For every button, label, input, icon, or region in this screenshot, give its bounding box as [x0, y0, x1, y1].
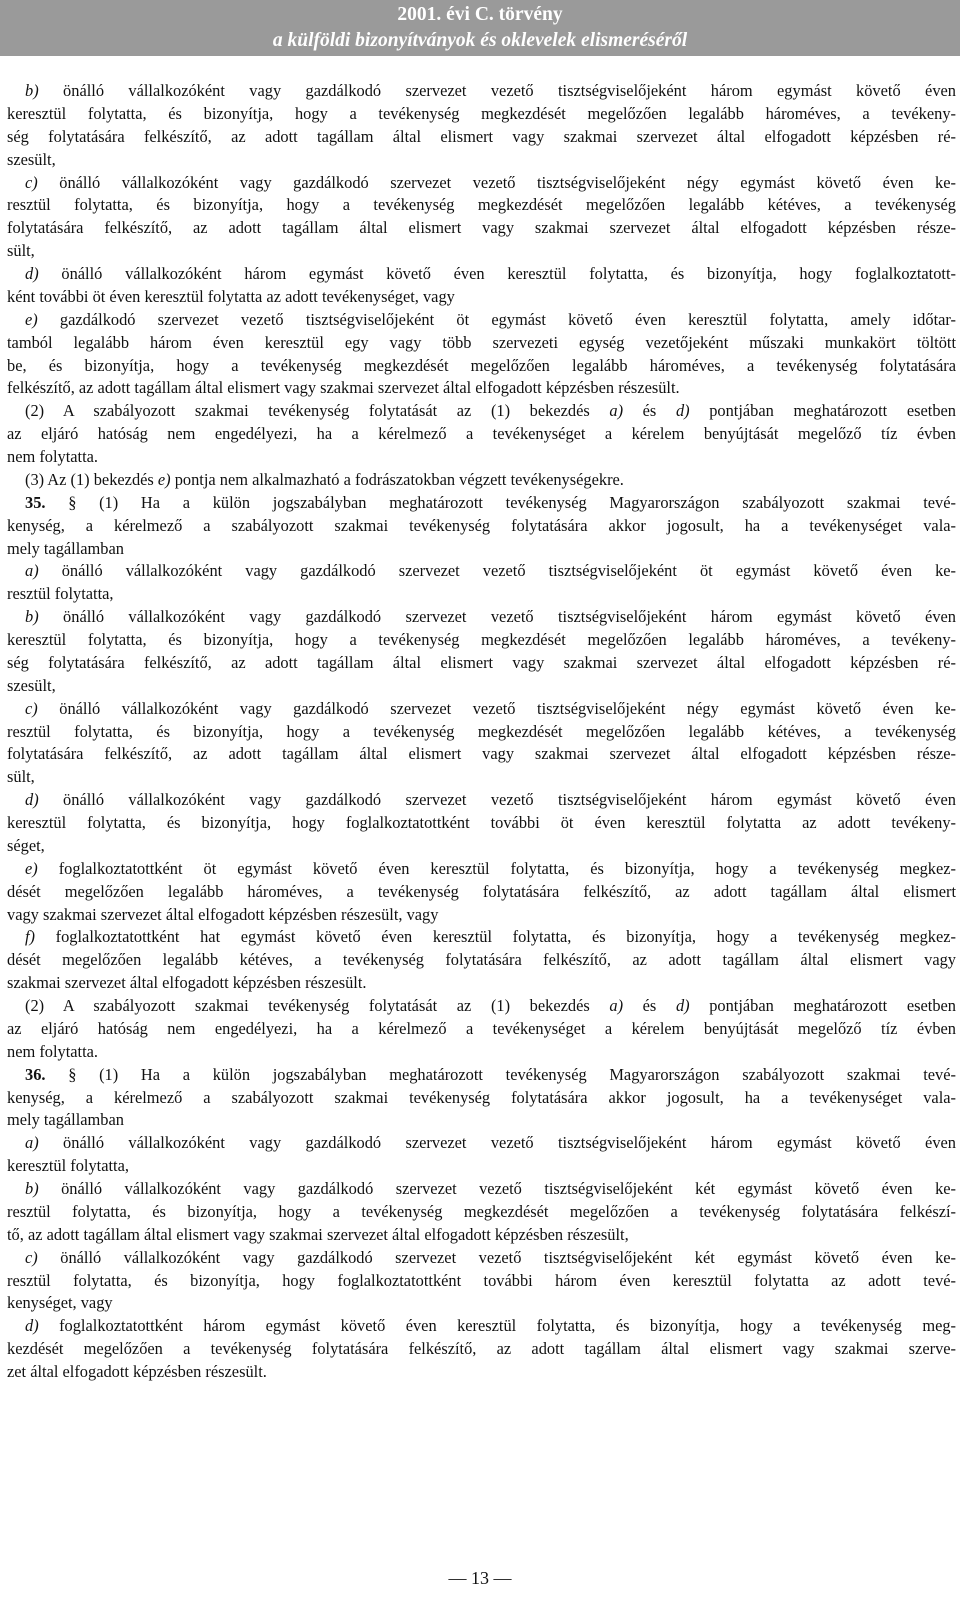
text-run: (3) Az (1) bekezdés — [25, 469, 158, 489]
text-run: pontja nem alkalmazható a fodrászatokban végzett tevékenységekre. — [170, 469, 624, 489]
text-line — [0, 286, 960, 309]
point-label: d) — [25, 790, 39, 810]
text-line — [0, 972, 960, 995]
text-line — [0, 1018, 960, 1041]
text-line — [0, 743, 960, 766]
text-line — [0, 1132, 960, 1155]
text-run: keresztül folytatta, és bizonyítja, hogy a tevékenység megkezdését megelőzően legalább hároméves, a tevékeny- — [7, 630, 956, 649]
text-line — [0, 995, 960, 1018]
text-run: folytatására felkészítő, az adott tagállam által elismert vagy szakmai szervezet által elfogadott képzésben része- — [7, 744, 956, 764]
section-number: 35. — [25, 492, 46, 512]
text-line — [0, 400, 960, 423]
text-line — [0, 538, 960, 561]
text-line — [0, 377, 960, 400]
text-run: (2) A szabályozott szakmai tevékenység folytatását az (1) bekezdés — [25, 401, 610, 421]
text-run: keresztül folytatta, és bizonyítja, hogy a tevékenység megkezdését megelőzően legalább hároméves, a tevékeny- — [7, 103, 956, 123]
text-line — [0, 1064, 960, 1087]
point-label: a) — [609, 996, 624, 1015]
text-line — [0, 949, 960, 972]
text-run: tő, az adott tagállam által elismert vagy szakmai szervezet által elfogadott képzésben részesült, — [7, 1224, 629, 1244]
text-run: önálló vállalkozóként vagy gazdálkodó szervezet vezető tisztségviselőjeként három egymást követő éven — [38, 1133, 956, 1153]
text-line — [0, 217, 960, 240]
text-run: séget, — [7, 835, 45, 855]
text-line — [0, 263, 960, 286]
section-number: 36. — [25, 1064, 46, 1084]
text-run: tamból legalább három éven keresztül egy vagy több szervezeti egység vezetőjeként műszaki munkakört töltött — [7, 332, 956, 352]
text-line — [0, 1109, 960, 1132]
text-run: kenység, a kérelmező a szabályozott szakmai tevékenység folytatására akkor jogosult, ha a tevékenységet vala- — [7, 515, 956, 535]
point-label: a) — [609, 401, 624, 421]
text-run: folytatására felkészítő, az adott tagállam által elismert vagy szakmai szervezet által elfogadott képzésben része- — [7, 218, 956, 238]
text-line — [0, 926, 960, 949]
text-line — [0, 492, 960, 515]
text-line — [0, 904, 960, 927]
text-run: § (1) Ha a külön jogszabályban meghatározott tevékenység Magyarországon szabályozott szakmai tevé- — [45, 492, 956, 512]
text-line — [0, 1041, 960, 1064]
text-run: zet által elfogadott képzésben részesült. — [7, 1362, 267, 1381]
text-run: mely tagállamban — [7, 538, 124, 558]
text-run: szesült, — [7, 149, 56, 169]
text-line — [0, 332, 960, 355]
text-line — [0, 126, 960, 149]
text-run: önálló vállalkozóként vagy gazdálkodó szervezet vezető tisztségviselőjeként öt egymást követő éven ke- — [38, 561, 956, 581]
text-run: nem folytatta. — [7, 447, 99, 466]
text-run: ség folytatására felkészítő, az adott tagállam által elismert vagy szakmai szervezet által elfogadott képzésben ré- — [7, 126, 956, 146]
text-run: dését megelőzően legalább kétéves, a tevékenység folytatására felkészítő, az adott tagállam által elismert vagy — [7, 950, 956, 970]
text-run: önálló vállalkozóként három egymást követő éven keresztül folytatta, és bizonyítja, hogy foglalkoztatott- — [38, 264, 956, 283]
text-run: ség folytatására felkészítő, az adott tagállam által elismert vagy szakmai szervezet által elfogadott képzésben ré- — [7, 652, 956, 672]
text-run: resztül folytatta, és bizonyítja, hogy foglalkoztatottként további három éven keresztül folytatta az adott tevé- — [7, 1270, 956, 1290]
text-run: önálló vállalkozóként vagy gazdálkodó szervezet vezető tisztségviselőjeként három egymást követő éven — [38, 790, 956, 810]
text-line — [0, 812, 960, 835]
text-line — [0, 355, 960, 378]
text-line — [0, 240, 960, 263]
point-label: a) — [25, 1133, 39, 1153]
text-line — [0, 1224, 960, 1247]
text-line — [0, 835, 960, 858]
text-line — [0, 1178, 960, 1201]
text-run: § (1) Ha a külön jogszabályban meghatározott tevékenység Magyarországon szabályozott szakmai tevé- — [45, 1064, 956, 1084]
text-run: foglalkoztatottként hat egymást követő éven keresztül folytatta, és bizonyítja, hogy a tevékenység megkez- — [35, 927, 956, 947]
text-run: az eljáró hatóság nem engedélyezi, ha a kérelmező a tevékenységet a kérelem benyújtását megelőző tíz évben — [7, 424, 956, 444]
text-run: resztül folytatta, és bizonyítja, hogy a tevékenység megkezdését megelőzően a tevékenység folytatására felkészí- — [7, 1201, 956, 1221]
text-line — [0, 1087, 960, 1110]
law-title: 2001. évi C. törvény — [397, 4, 563, 25]
point-label: c) — [25, 698, 38, 718]
text-line — [0, 560, 960, 583]
text-run: szakmai szervezet által elfogadott képzésben részesült. — [7, 973, 367, 993]
text-run: resztül folytatta, — [7, 584, 114, 604]
text-run: ként további öt éven keresztül folytatta az adott tevékenységet, vagy — [7, 286, 455, 306]
text-line — [0, 1155, 960, 1178]
text-run: kezdését megelőzően a tevékenység folytatására felkészítő, az adott tagállam által elismert vagy szakmai szerve- — [7, 1339, 956, 1359]
point-label: e) — [157, 469, 171, 489]
point-label: b) — [25, 607, 39, 627]
text-run: önálló vállalkozóként vagy gazdálkodó szervezet vezető tisztségviselőjeként két egymást követő éven ke- — [37, 1247, 956, 1267]
law-body-text — [0, 80, 960, 1520]
law-subtitle: a külföldi bizonyítványok és oklevelek elismeréséről — [272, 30, 688, 51]
point-label: f) — [25, 927, 36, 947]
text-line — [0, 1361, 960, 1384]
text-line — [0, 766, 960, 789]
text-line — [0, 583, 960, 606]
text-line — [0, 172, 960, 195]
text-run: resztül folytatta, és bizonyítja, hogy a tevékenység megkezdését megelőzően legalább kétéves, a tevékenység — [7, 721, 956, 741]
text-run: kenységet, vagy — [7, 1293, 113, 1313]
text-line — [0, 789, 960, 812]
text-run: önálló vállalkozóként vagy gazdálkodó szervezet vezető tisztségviselőjeként három egymást követő éven — [38, 81, 956, 100]
text-run: foglalkoztatottként három egymást követő éven keresztül folytatta, és bizonyítja, hogy a tevékenység meg- — [38, 1316, 956, 1336]
point-label: e) — [25, 309, 38, 329]
text-line — [0, 446, 960, 469]
text-line — [0, 1247, 960, 1270]
point-label: c) — [25, 1247, 38, 1267]
text-line — [0, 149, 960, 172]
point-label: b) — [25, 1179, 39, 1198]
text-run: pontjában meghatározott esetben — [689, 401, 956, 421]
text-line — [0, 652, 960, 675]
text-line — [0, 881, 960, 904]
text-run: sült, — [7, 241, 35, 261]
text-run: kenység, a kérelmező a szabályozott szakmai tevékenység folytatására akkor jogosult, ha a tevékenységet vala- — [7, 1087, 956, 1107]
text-line — [0, 423, 960, 446]
point-label: b) — [25, 81, 39, 100]
text-run: keresztül folytatta, és bizonyítja, hogy foglalkoztatottként további öt éven keresztül folytatta az adott tevékeny- — [7, 813, 956, 832]
text-line — [0, 103, 960, 126]
text-run: gazdálkodó szervezet vezető tisztségviselőjeként öt egymást követő éven keresztül folytatta, amely időtar- — [37, 309, 956, 329]
text-run: és — [623, 996, 676, 1015]
point-label: c) — [25, 172, 38, 192]
text-line — [0, 1201, 960, 1224]
text-line — [0, 1292, 960, 1315]
point-label: d) — [675, 996, 690, 1015]
point-label: d) — [675, 401, 690, 421]
text-run: dését megelőzően legalább hároméves, a tevékenység folytatására felkészítő, az adott tagállam által elismert — [7, 881, 956, 901]
point-label: d) — [25, 1316, 39, 1336]
text-run: önálló vállalkozóként vagy gazdálkodó szervezet vezető tisztségviselőjeként négy egymást követő éven ke- — [37, 172, 956, 192]
text-line — [0, 675, 960, 698]
text-line — [0, 1270, 960, 1293]
text-line — [0, 309, 960, 332]
text-run: önálló vállalkozóként vagy gazdálkodó szervezet vezető tisztségviselőjeként négy egymást követő éven ke- — [37, 698, 956, 718]
text-line — [0, 698, 960, 721]
text-line — [0, 194, 960, 217]
text-run: mely tagállamban — [7, 1110, 124, 1130]
text-run: sült, — [7, 767, 35, 787]
point-label: d) — [25, 264, 39, 283]
text-line — [0, 469, 960, 492]
page-header-bar — [0, 0, 960, 56]
text-run: (2) A szabályozott szakmai tevékenység folytatását az (1) bekezdés — [25, 996, 610, 1015]
point-label: e) — [25, 858, 38, 878]
page-number: — 13 — — [448, 1568, 512, 1588]
text-line — [0, 858, 960, 881]
text-run: foglalkoztatottként öt egymást követő éven keresztül folytatta, és bizonyítja, hogy a tevékenység megkez- — [37, 858, 956, 878]
text-line — [0, 629, 960, 652]
text-run: önálló vállalkozóként vagy gazdálkodó szervezet vezető tisztségviselőjeként két egymást követő éven ke- — [38, 1179, 956, 1198]
text-line — [0, 721, 960, 744]
text-line — [0, 1338, 960, 1361]
text-run: nem folytatta. — [7, 1041, 99, 1061]
text-run: be, és bizonyítja, hogy a tevékenység megkezdését megelőzően legalább hároméves, a tevékenység folytatására — [7, 355, 956, 375]
text-line — [0, 80, 960, 103]
text-run: keresztül folytatta, — [7, 1156, 129, 1176]
text-run: és — [623, 401, 676, 421]
text-line — [0, 515, 960, 538]
text-run: vagy szakmai szervezet által elfogadott képzésben részesült, vagy — [7, 904, 439, 924]
text-run: resztül folytatta, és bizonyítja, hogy a tevékenység megkezdését megelőzően legalább kétéves, a tevékenység — [7, 195, 956, 215]
text-run: pontjában meghatározott esetben — [689, 996, 956, 1015]
text-run: önálló vállalkozóként vagy gazdálkodó szervezet vezető tisztségviselőjeként három egymást követő éven — [38, 607, 956, 627]
text-run: felkészítő, az adott tagállam által elismert vagy szakmai szervezet által elfogadott képzésben részesült. — [7, 378, 680, 398]
text-line — [0, 1315, 960, 1338]
point-label: a) — [25, 561, 39, 581]
text-run: az eljáró hatóság nem engedélyezi, ha a kérelmező a tevékenységet a kérelem benyújtását megelőző tíz évben — [7, 1018, 956, 1038]
text-line — [0, 606, 960, 629]
text-run: szesült, — [7, 675, 56, 695]
